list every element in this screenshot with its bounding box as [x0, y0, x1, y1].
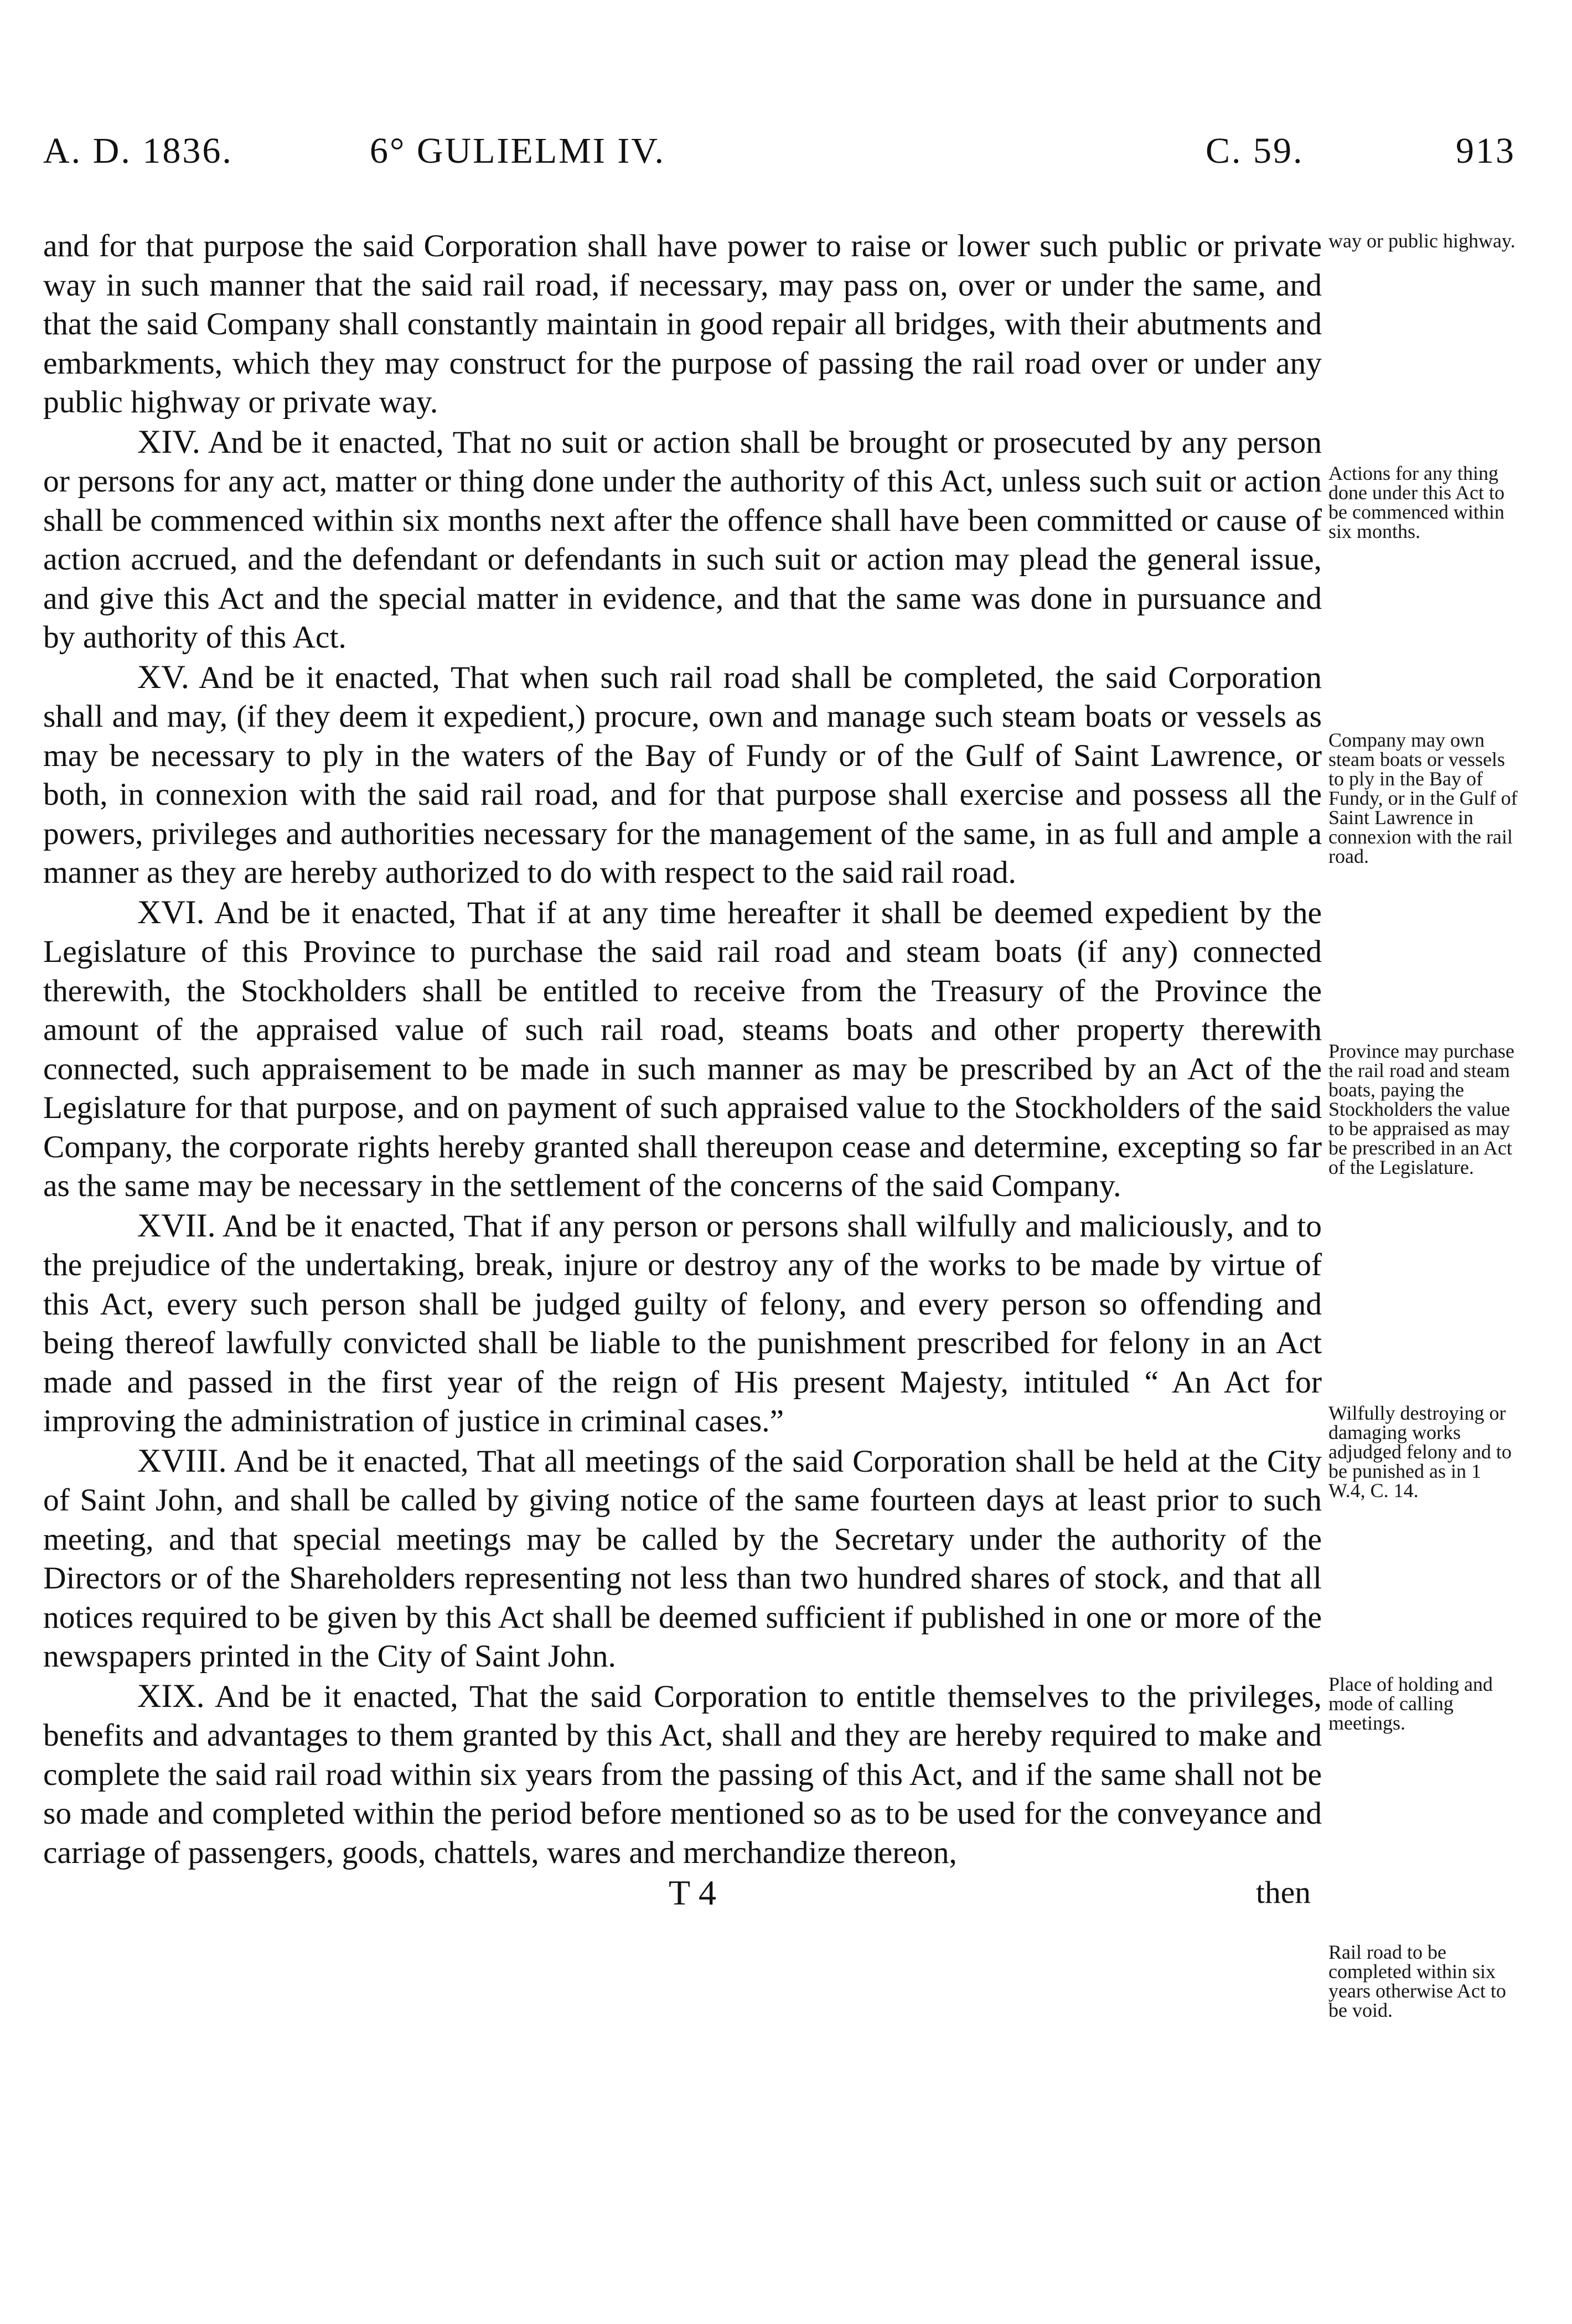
- marginal-note-felony: Wilfully destroying or damaging works adjudged felony and to be punished as in 1 W.4, C. 14.: [1328, 1402, 1512, 1502]
- header-chapter: C. 59.: [1206, 131, 1304, 171]
- marginal-note-actions: Actions for any thing done under this Act to be commenced within six months.: [1328, 462, 1504, 542]
- section-text: And be it enacted, That when such rail road shall be completed, the said Corporation shall and may, (if they deem it expedient,) procure, own and manage such steam boats or vessels as may be necessary to ply in the waters of the Bay of Fundy or of the Gulf of Saint Lawrence, or both, in connexion with the said rail road, and for that purpose shall exercise and possess all the powers, privileges and authorities necessary for the management of the same, in as full and ample a manner as they are hereby authorized to do with respect to the said rail road.: [43, 660, 1322, 890]
- section-number: XIV.: [137, 423, 200, 460]
- section-xv: [43, 658, 1322, 893]
- continuation-paragraph: [43, 227, 1322, 422]
- section-text: And be it enacted, That the said Corporation to entitle themselves to the privileges, benefits and advantages to them granted by this Act, shall and they are hereby required to make and complete the said rail road within six years from the passing of this Act, and if the same shall not be so made and completed within the period before mentioned so as to be used for the conveyance and carriage of passengers, goods, chattels, wares and merchandize thereon,: [43, 1679, 1322, 1870]
- section-xviii: [43, 1441, 1322, 1676]
- page-number: 913: [1456, 131, 1516, 171]
- statute-body: [43, 227, 1322, 1912]
- page-footer: [43, 1873, 1322, 1912]
- section-xiv: [43, 422, 1322, 658]
- section-number: XIX.: [137, 1677, 205, 1714]
- marginal-note-meetings: Place of holding and mode of calling meetings.: [1328, 1673, 1493, 1734]
- signature-mark: T 4: [669, 1873, 716, 1912]
- marginal-note-highway: way or public highway.: [1328, 230, 1516, 252]
- marginal-note-completion: Rail road to be completed within six years otherwise Act to be void.: [1328, 1941, 1506, 2021]
- section-text: And be it enacted, That if any person or persons shall wilfully and maliciously, and to the prejudice of the undertaking, break, injure or destroy any of the works to be made by virtue of this Act, every such person shall be judged guilty of felony, and every person so offending and being thereof lawfully convicted shall be liable to the punishment prescribed for felony in an Act made and passed in the first year of the reign of His present Majesty, intituled “ An Act for improving the administration of justice in criminal cases.”: [43, 1208, 1322, 1438]
- catchword: then: [1256, 1875, 1311, 1910]
- section-text: And be it enacted, That if at any time hereafter it shall be deemed expedient by the Legislature of this Province to purchase the said rail road and steam boats (if any) connected therewith, the Stockholders shall be entitled to receive from the Treasury of the Province the amount of the appraised value of such rail road, steams boats and other property therewith connected, such appraisement to be made in such manner as may be prescribed by an Act of the Legislature for that purpose, and on payment of such appraised value to the Stockholders of the said Company, the corporate rights hereby granted shall thereupon cease and determine, excepting so far as the same may be necessary in the settlement of the concerns of the said Company.: [43, 895, 1322, 1203]
- section-number: XVIII.: [137, 1442, 227, 1479]
- header-regnal-year: 6° GULIELMI IV.: [370, 131, 665, 171]
- running-header: [43, 130, 1516, 180]
- section-xix: [43, 1676, 1322, 1873]
- section-number: XV.: [137, 658, 189, 695]
- section-xvii: [43, 1206, 1322, 1441]
- section-number: XVII.: [137, 1207, 216, 1244]
- section-number: XVI.: [137, 893, 205, 930]
- marginal-note-steam-boats: Company may own steam boats or vessels to ply in the Bay of Fundy, or in the Gulf of Saint Lawrence in connexion with the rail road.: [1328, 729, 1518, 867]
- section-text: And be it enacted, That no suit or action shall be brought or prosecuted by any person or persons for any act, matter or thing done under the authority of this Act, unless such suit or action shall be commenced within six months next after the offence shall have been committed or cause of action accrued, and the defendant or defendants in such suit or action may plead the general issue, and give this Act and the special matter in evidence, and that the same was done in pursuance and by authority of this Act.: [43, 425, 1322, 655]
- paragraph-text: and for that purpose the said Corporation shall have power to raise or lower such public or private way in such manner that the said rail road, if necessary, may pass on, over or under the same, and that the said Company shall constantly maintain in good repair all bridges, with their abutments and embarkments, which they may construct for the purpose of passing the rail road over or under any public highway or private way.: [43, 229, 1322, 420]
- section-text: And be it enacted, That all meetings of the said Corporation shall be held at the City of Saint John, and shall be called by giving notice of the same fourteen days at least prior to such meeting, and that special meetings may be called by the Secretary under the authority of the Directors or of the Shareholders representing not less than two hundred shares of stock, and that all notices required to be given by this Act shall be deemed sufficient if published in one or more of the newspapers printed in the City of Saint John.: [43, 1443, 1322, 1674]
- section-xvi: [43, 893, 1322, 1206]
- header-year: A. D. 1836.: [43, 131, 233, 171]
- marginal-note-purchase: Province may purchase the rail road and steam boats, paying the Stockholders the value to be appraised as may be prescribed in an Act of the Legislature.: [1328, 1040, 1514, 1178]
